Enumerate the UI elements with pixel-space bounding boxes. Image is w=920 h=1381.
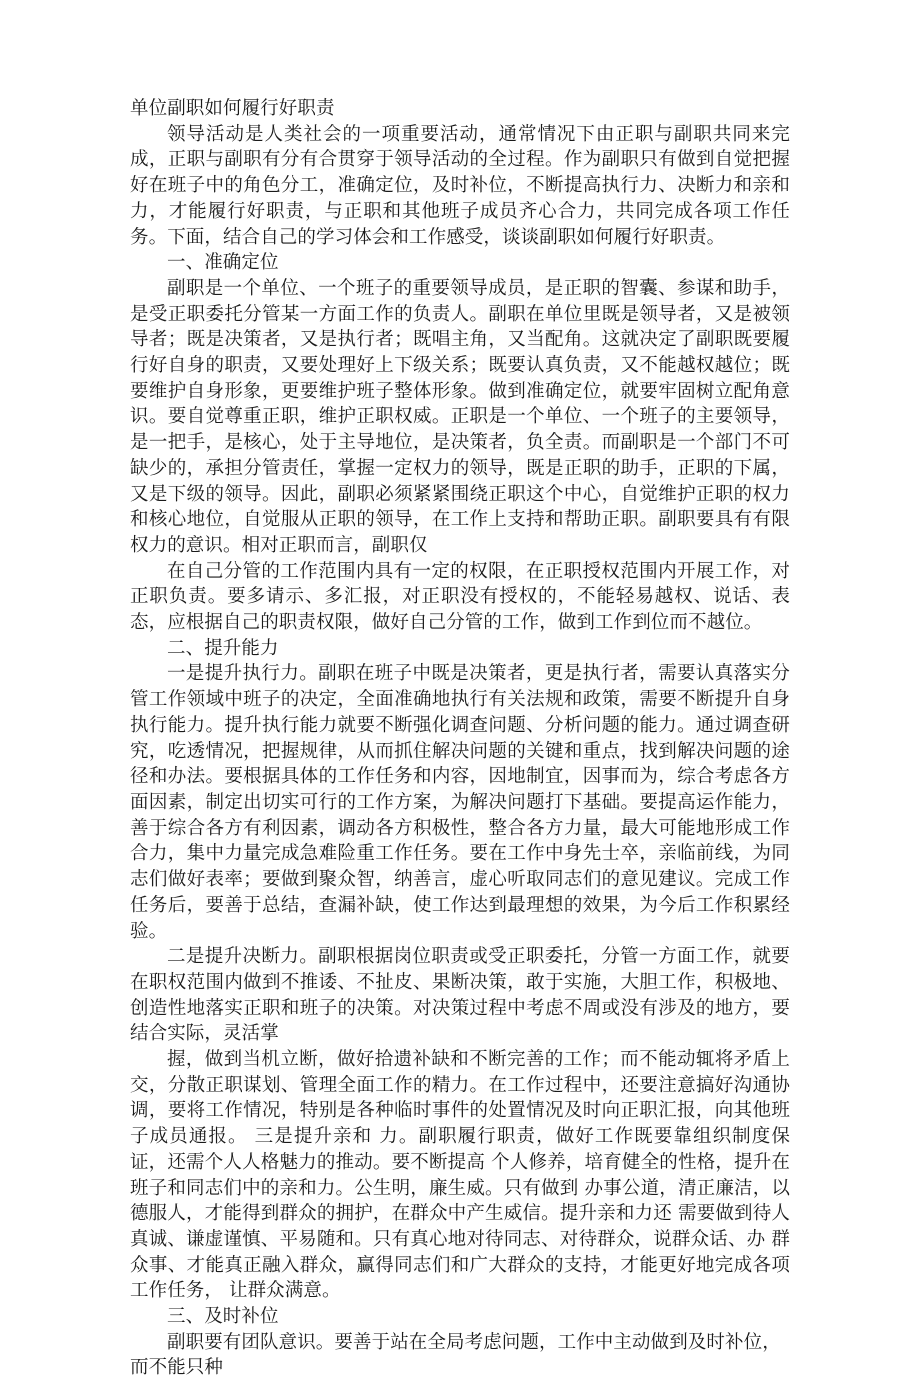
document-title: 单位副职如何履行好职责 [130,98,335,119]
paragraph-section-two-affinity: 握，做到当机立断，做好拾遗补缺和不断完善的工作；而不能动辄将矛盾上交，分散正职谋划、管理全面工作的精力。在工作过程中，还要注意搞好沟通协调，要将工作情况，特别是各种临时事件的处置情况及时向正职汇报，向其他班子成员通报。 三是提升亲和 力。副职履行职责，做好工作既要靠组织制度保证，还需个人人格魅力的推动。要不断提高 个人修养，培育健全的性格，提升在班子和同志们中的亲和力。公生明，廉生威。只有做到 办事公道，清正廉洁，以德服人，才能得到群众的拥护，在群众中产生威信。提升亲和力还 需要做到待人真诚、谦虚谨慎、平易随和。只有真心地对待同志、对待群众，说群众话、办 群众事、才能真正融入群众，赢得同志们和广大群众的支持，才能更好地完成各项工作任务， 让群众满意。 [130,1049,790,1302]
paragraph-section-one-body: 副职是一个单位、一个班子的重要领导成员，是正职的智囊、参谋和助手，是受正职委托分管某一方面工作的负责人。副职在单位里既是领导者，又是被领导者；既是决策者，又是执行者；既唱主角，又当配角。这就决定了副职既要履行好自身的职责，又要处理好上下级关系；既要认真负责，又不能越权越位；既要维护自身形象，更要维护班子整体形象。做到准确定位，就要牢固树立配角意识。要自觉尊重正职，维护正职权威。正职是一个单位、一个班子的主要领导，是一把手，是核心，处于主导地位，是决策者，负全责。而副职是一个部门不可缺少的，承担分管责任，掌握一定权力的领导，既是正职的助手，正职的下属，又是下级的领导。因此，副职必须紧紧围绕正职这个中心，自觉维护正职的权力和核心地位，自觉服从正职的领导，在工作上支持和帮助正职。副职要具有有限权力的意识。相对正职而言，副职仅 [130,277,790,556]
paragraph-section-three-body: 副职要有团队意识。要善于站在全局考虑问题，工作中主动做到及时补位，而不能只种 [130,1331,781,1379]
paragraph-section-two-execution: 一是提升执行力。副职在班子中既是决策者，更是执行者，需要认真落实分管工作领域中班子的决定，全面准确地执行有关法规和政策，需要不断提升自身执行能力。提升执行能力就要不断强化调查问题、分析问题的能力。通过调查研究，吃透情况，把握规律，从而抓住解决问题的关键和重点，找到解决问题的途径和办法。要根据具体的工作任务和内容，因地制宜，因事而为，综合考虑各方面因素，制定出切实可行的工作方案，为解决问题打下基础。要提高运作能力，善于综合各方有利因素，调动各方积极性，整合各方力量，最大可能地形成工作合力，集中力量完成急难险重工作任务。要在工作中身先士卒，亲临前线，为同志们做好表率；要做到聚众智，纳善言，虚心听取同志们的意见建议。完成工作任务后，要善于总结，查漏补缺，使工作达到最理想的效果，为今后工作积累经验。 [130,663,790,942]
paragraph-section-one-continued: 在自己分管的工作范围内具有一定的权限，在正职授权范围内开展工作，对正职负责。要多请示、多汇报，对正职没有授权的，不能轻易越权、说话、表态，应根据自己的职责权限，做好自己分管的工作，做到工作到位而不越位。 [130,560,790,634]
heading-section-one: 一、准确定位 [167,252,279,274]
heading-section-three: 三、及时补位 [167,1306,279,1328]
paragraph-intro: 领导活动是人类社会的一项重要活动，通常情况下由正职与副职共同来完成，正职与副职有分有合贯穿于领导活动的全过程。作为副职只有做到自觉把握好在班子中的角色分工，准确定位，及时补位，不断提高执行力、决断力和亲和力，才能履行好职责，与正职和其他班子成员齐心合力，共同完成各项工作任务。下面，结合自己的学习体会和工作感受，谈谈副职如何履行好职责。 [130,123,790,248]
heading-section-two: 二、提升能力 [167,637,279,659]
document-body [130,96,790,1381]
paragraph-section-two-decision: 二是提升决断力。副职根据岗位职责或受正职委托，分管一方面工作，就要在职权范围内做到不推诿、不扯皮、果断决策，敢于实施，大胆工作，积极地、创造性地落实正职和班子的决策。对决策过程中考虑不周或没有涉及的地方，要结合实际，灵活掌 [130,946,790,1045]
